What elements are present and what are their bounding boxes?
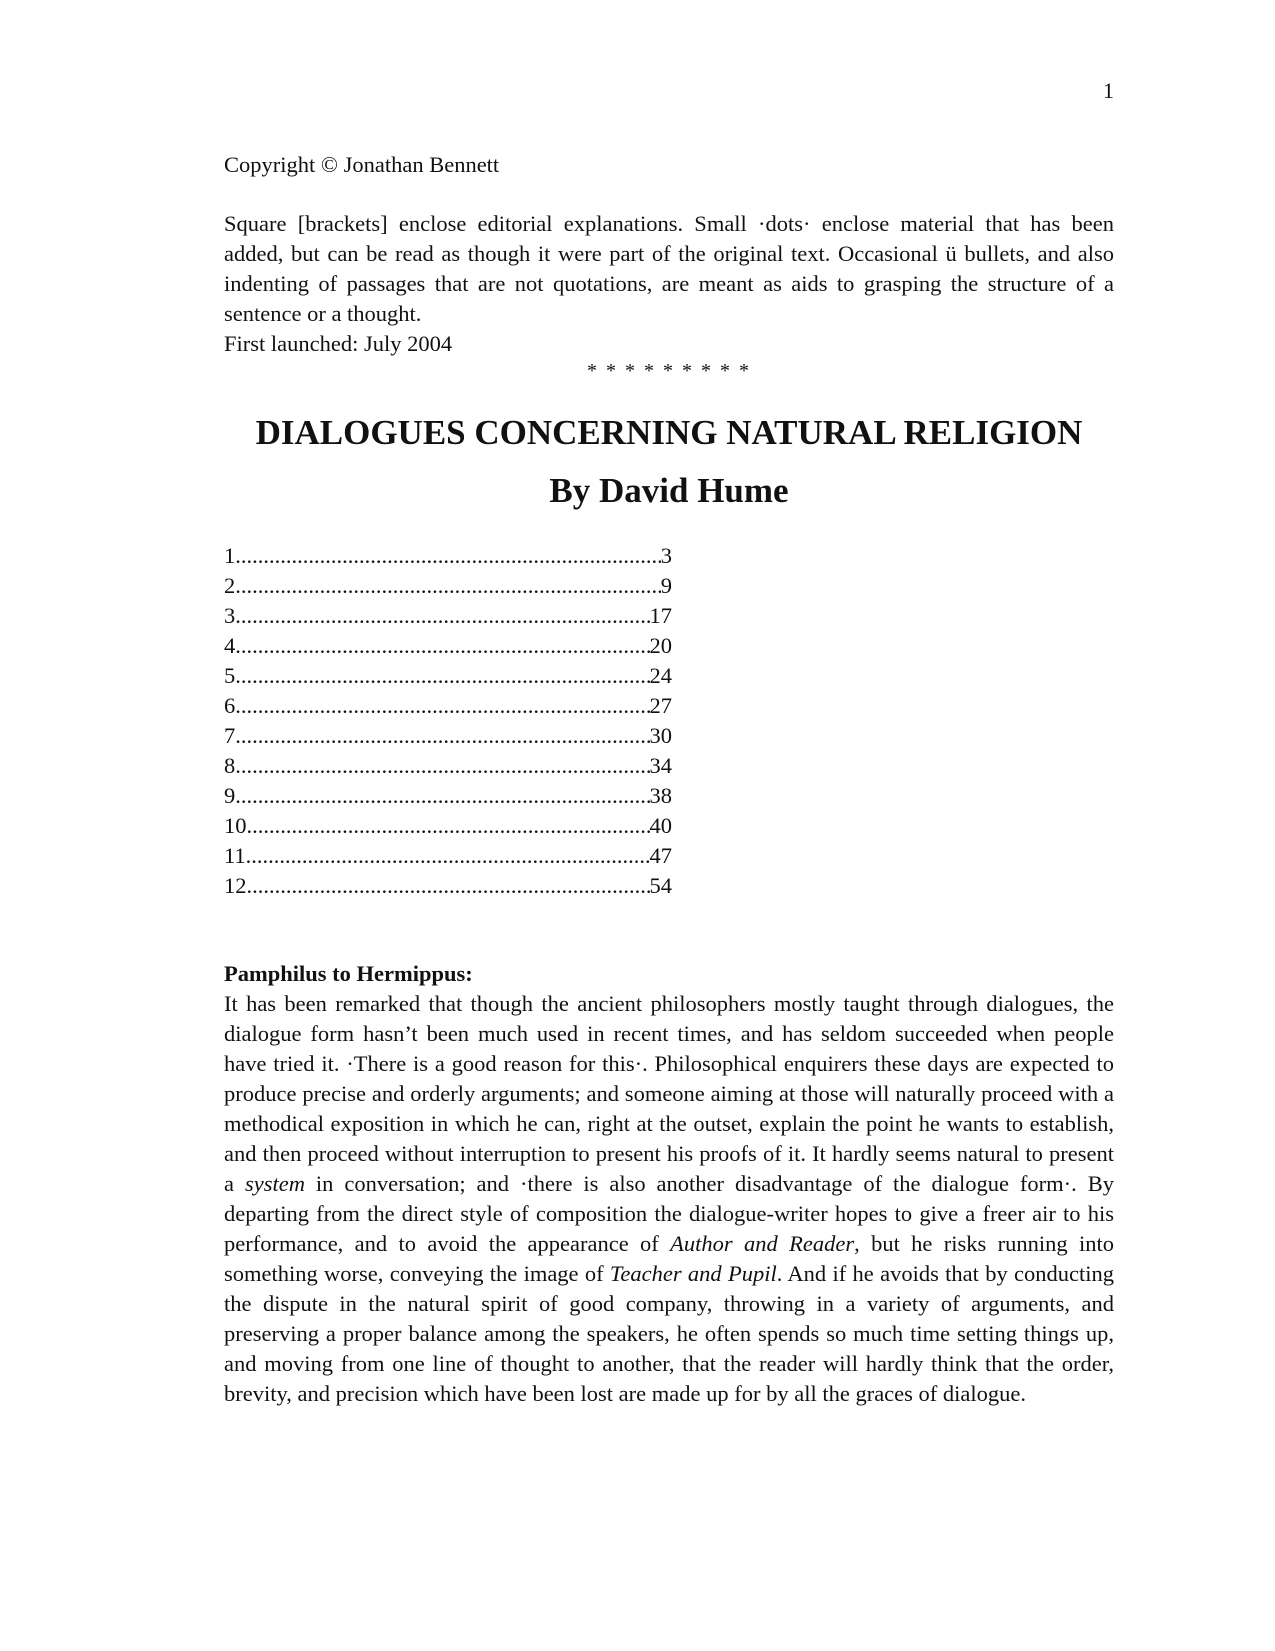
toc-dot-leader	[235, 601, 649, 631]
page-number: 1	[1103, 78, 1114, 103]
toc-entry-page: 20	[649, 633, 672, 658]
toc-entry-page: 47	[649, 843, 672, 868]
body-paragraph	[224, 989, 1114, 1409]
document-title: DIALOGUES CONCERNING NATURAL RELIGION	[255, 413, 1083, 452]
toc-entry	[224, 601, 672, 631]
toc-entry-page: 54	[649, 873, 672, 898]
copyright-notice: Copyright © Jonathan Bennett	[224, 152, 500, 177]
body-text-part: . And if he avoids that by conducting the dispute in the natural spirit of good company, throwing in a variety of arguments, and preserving a proper balance among the speakers, he often spends so much time setting things up, and moving from one line of thought to another, that the reader will hardly think that the order, brevity, and precision which have been lost are made up for by all the graces of dialogue.	[224, 1261, 1114, 1406]
toc-entry	[224, 721, 672, 751]
section-separator: * * * * * * * * *	[587, 360, 751, 382]
first-launched: First launched: July 2004	[224, 331, 453, 356]
document-author: By David Hume	[549, 471, 789, 510]
emphasis-author-reader: Author and Reader	[670, 1231, 855, 1256]
emphasis-system: system	[244, 1171, 305, 1196]
toc-entry-page: 27	[649, 693, 672, 718]
toc-entry-page: 9	[660, 573, 672, 598]
table-of-contents	[224, 541, 672, 901]
toc-dot-leader	[235, 781, 649, 811]
toc-entry	[224, 841, 672, 871]
toc-entry-page: 38	[649, 783, 672, 808]
toc-entry-label: 12	[224, 873, 247, 898]
toc-entry-label: 4	[224, 633, 236, 658]
toc-entry-page: 30	[649, 723, 672, 748]
toc-entry-label: 6	[224, 693, 236, 718]
toc-entry-page: 24	[649, 663, 672, 688]
toc-entry	[224, 871, 672, 901]
section-heading: Pamphilus to Hermippus:	[224, 961, 473, 986]
toc-entry-label: 9	[224, 783, 236, 808]
toc-entry-page: 17	[649, 603, 672, 628]
toc-entry-label: 8	[224, 753, 236, 778]
toc-dot-leader	[235, 721, 649, 751]
toc-entry-label: 11	[224, 843, 246, 868]
body-text-part: , but he risks running into something worse, conveying the image of	[224, 1231, 1114, 1286]
page-content	[224, 150, 1114, 1409]
toc-entry-label: 7	[224, 723, 236, 748]
emphasis-teacher-pupil: Teacher and Pupil	[609, 1261, 777, 1286]
body-text-part: in conversation; and ·there is also another disadvantage of the dialogue form·. By departing from the direct style of composition the dialogue-writer hopes to give a freer air to his performance, and to avoid the appearance of	[224, 1171, 1114, 1256]
toc-dot-leader	[235, 751, 649, 781]
toc-entry	[224, 571, 672, 601]
toc-entry-page: 34	[649, 753, 672, 778]
toc-entry-label: 5	[224, 663, 236, 688]
toc-dot-leader	[235, 631, 649, 661]
toc-entry	[224, 751, 672, 781]
toc-entry	[224, 661, 672, 691]
toc-entry-page: 3	[660, 543, 672, 568]
toc-dot-leader	[235, 571, 661, 601]
toc-entry-label: 1	[224, 543, 236, 568]
toc-dot-leader	[235, 541, 661, 571]
toc-entry-page: 40	[649, 813, 672, 838]
toc-entry-label: 10	[224, 813, 247, 838]
toc-entry-label: 2	[224, 573, 236, 598]
toc-entry	[224, 631, 672, 661]
toc-entry	[224, 811, 672, 841]
toc-dot-leader	[247, 871, 650, 901]
toc-dot-leader	[235, 661, 649, 691]
toc-dot-leader	[247, 811, 650, 841]
toc-entry-label: 3	[224, 603, 236, 628]
toc-entry	[224, 691, 672, 721]
body-text-part: It has been remarked that though the ancient philosophers mostly taught through dialogues, the dialogue form hasn’t been much used in recent times, and has seldom succeeded when people have tried it. ·There is a good reason for this·. Philosophical enquirers these days are expected to produce precise and orderly arguments; and someone aiming at those will naturally proceed with a methodical exposition in which he can, right at the outset, explain the point he wants to establish, and then proceed without interruption to present his proofs of it. It hardly seems natural to present a	[224, 991, 1114, 1196]
toc-entry	[224, 781, 672, 811]
editorial-note: Square [brackets] enclose editorial explanations. Small ·dots· enclose material that has been added, but can be read as though it were part of the original text. Occasional ü bullets, and also indenting of passages that are not quotations, are meant as aids to grasping the structure of a sentence or a thought.	[224, 211, 1114, 326]
toc-entry	[224, 541, 672, 571]
toc-dot-leader	[235, 691, 649, 721]
toc-dot-leader	[246, 841, 650, 871]
